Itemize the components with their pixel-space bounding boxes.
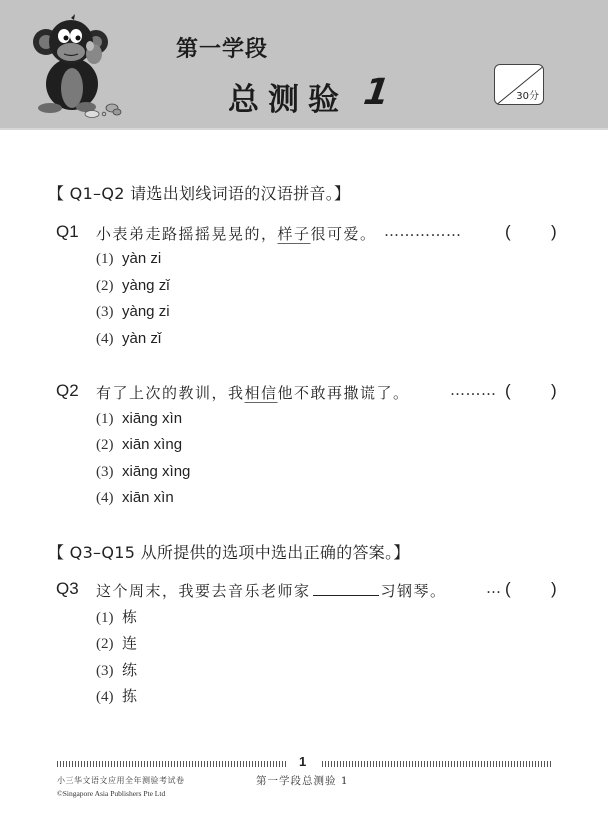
option-q2-3[interactable]: (3) xiāng xìng — [96, 463, 191, 480]
section-heading-q3-q15: 【 Q3–Q15 从所提供的选项中选出正确的答案。】 — [48, 543, 410, 562]
fill-in-blank — [313, 582, 379, 596]
answer-paren-open: ( — [505, 222, 511, 241]
question-q1 — [56, 222, 566, 244]
underlined-word: 样子 — [277, 225, 311, 243]
question-number: Q1 — [56, 222, 79, 241]
page-number: 1 — [299, 754, 307, 769]
option-q1-4[interactable]: (4) yàn zǐ — [96, 330, 162, 347]
option-q2-4[interactable]: (4) xiān xìn — [96, 489, 174, 506]
option-q3-1[interactable]: (1) 栋 — [96, 608, 138, 626]
answer-paren-close: ) — [551, 381, 557, 400]
answer-slot-q1[interactable] — [514, 222, 550, 244]
answer-paren-close: ) — [551, 222, 557, 241]
option-q3-3[interactable]: (3) 练 — [96, 661, 138, 679]
header-banner — [0, 0, 608, 130]
footer-rule-right — [322, 761, 552, 767]
copyright: ©Singapore Asia Publishers Pte Ltd — [57, 789, 166, 798]
dot-leader: …………… — [384, 222, 462, 240]
option-q3-2[interactable]: (2) 连 — [96, 634, 138, 652]
footer-rule-left — [57, 761, 287, 767]
test-title: 总测验 — [228, 82, 348, 118]
option-q1-2[interactable]: (2) yàng zǐ — [96, 277, 170, 294]
monkey-mascot-icon — [24, 12, 124, 118]
question-number: Q3 — [56, 579, 79, 598]
test-number: 1 — [361, 72, 392, 113]
option-q3-4[interactable]: (4) 拣 — [96, 687, 138, 705]
answer-slot-q3[interactable] — [514, 579, 550, 601]
question-number: Q2 — [56, 381, 79, 400]
option-q2-2[interactable]: (2) xiān xìng — [96, 436, 183, 453]
answer-slot-q2[interactable] — [514, 381, 550, 403]
answer-paren-open: ( — [505, 381, 511, 400]
answer-paren-close: ) — [551, 579, 557, 598]
book-title: 小三华文语文应用全年测验考试卷 — [57, 776, 185, 785]
stage-title: 第一学段 — [176, 37, 269, 62]
option-q2-1[interactable]: (1) xiāng xìn — [96, 410, 183, 427]
score-box — [494, 64, 544, 105]
underlined-word: 相信 — [244, 384, 278, 402]
answer-paren-open: ( — [505, 579, 511, 598]
footer-test-label: 第一学段总测验 1 — [256, 775, 349, 787]
score-total: 30分 — [516, 91, 539, 102]
section-heading-q1-q2: 【 Q1–Q2 请选出划线词语的汉语拼音。】 — [48, 184, 351, 203]
option-q1-1[interactable]: (1) yàn zi — [96, 250, 162, 267]
dot-leader: ……… — [450, 381, 497, 399]
question-q2 — [56, 381, 566, 403]
question-text: 有了上次的教训，我相信他不敢再撒谎了。 — [96, 384, 410, 402]
option-q1-3[interactable]: (3) yàng zi — [96, 303, 170, 320]
dot-leader: … — [486, 579, 502, 597]
question-text: 小表弟走路摇摇晃晃的，样子很可爱。 — [96, 225, 377, 243]
question-text: 这个周末，我要去音乐老师家 习钢琴。 — [96, 582, 447, 600]
question-q3 — [56, 579, 566, 601]
